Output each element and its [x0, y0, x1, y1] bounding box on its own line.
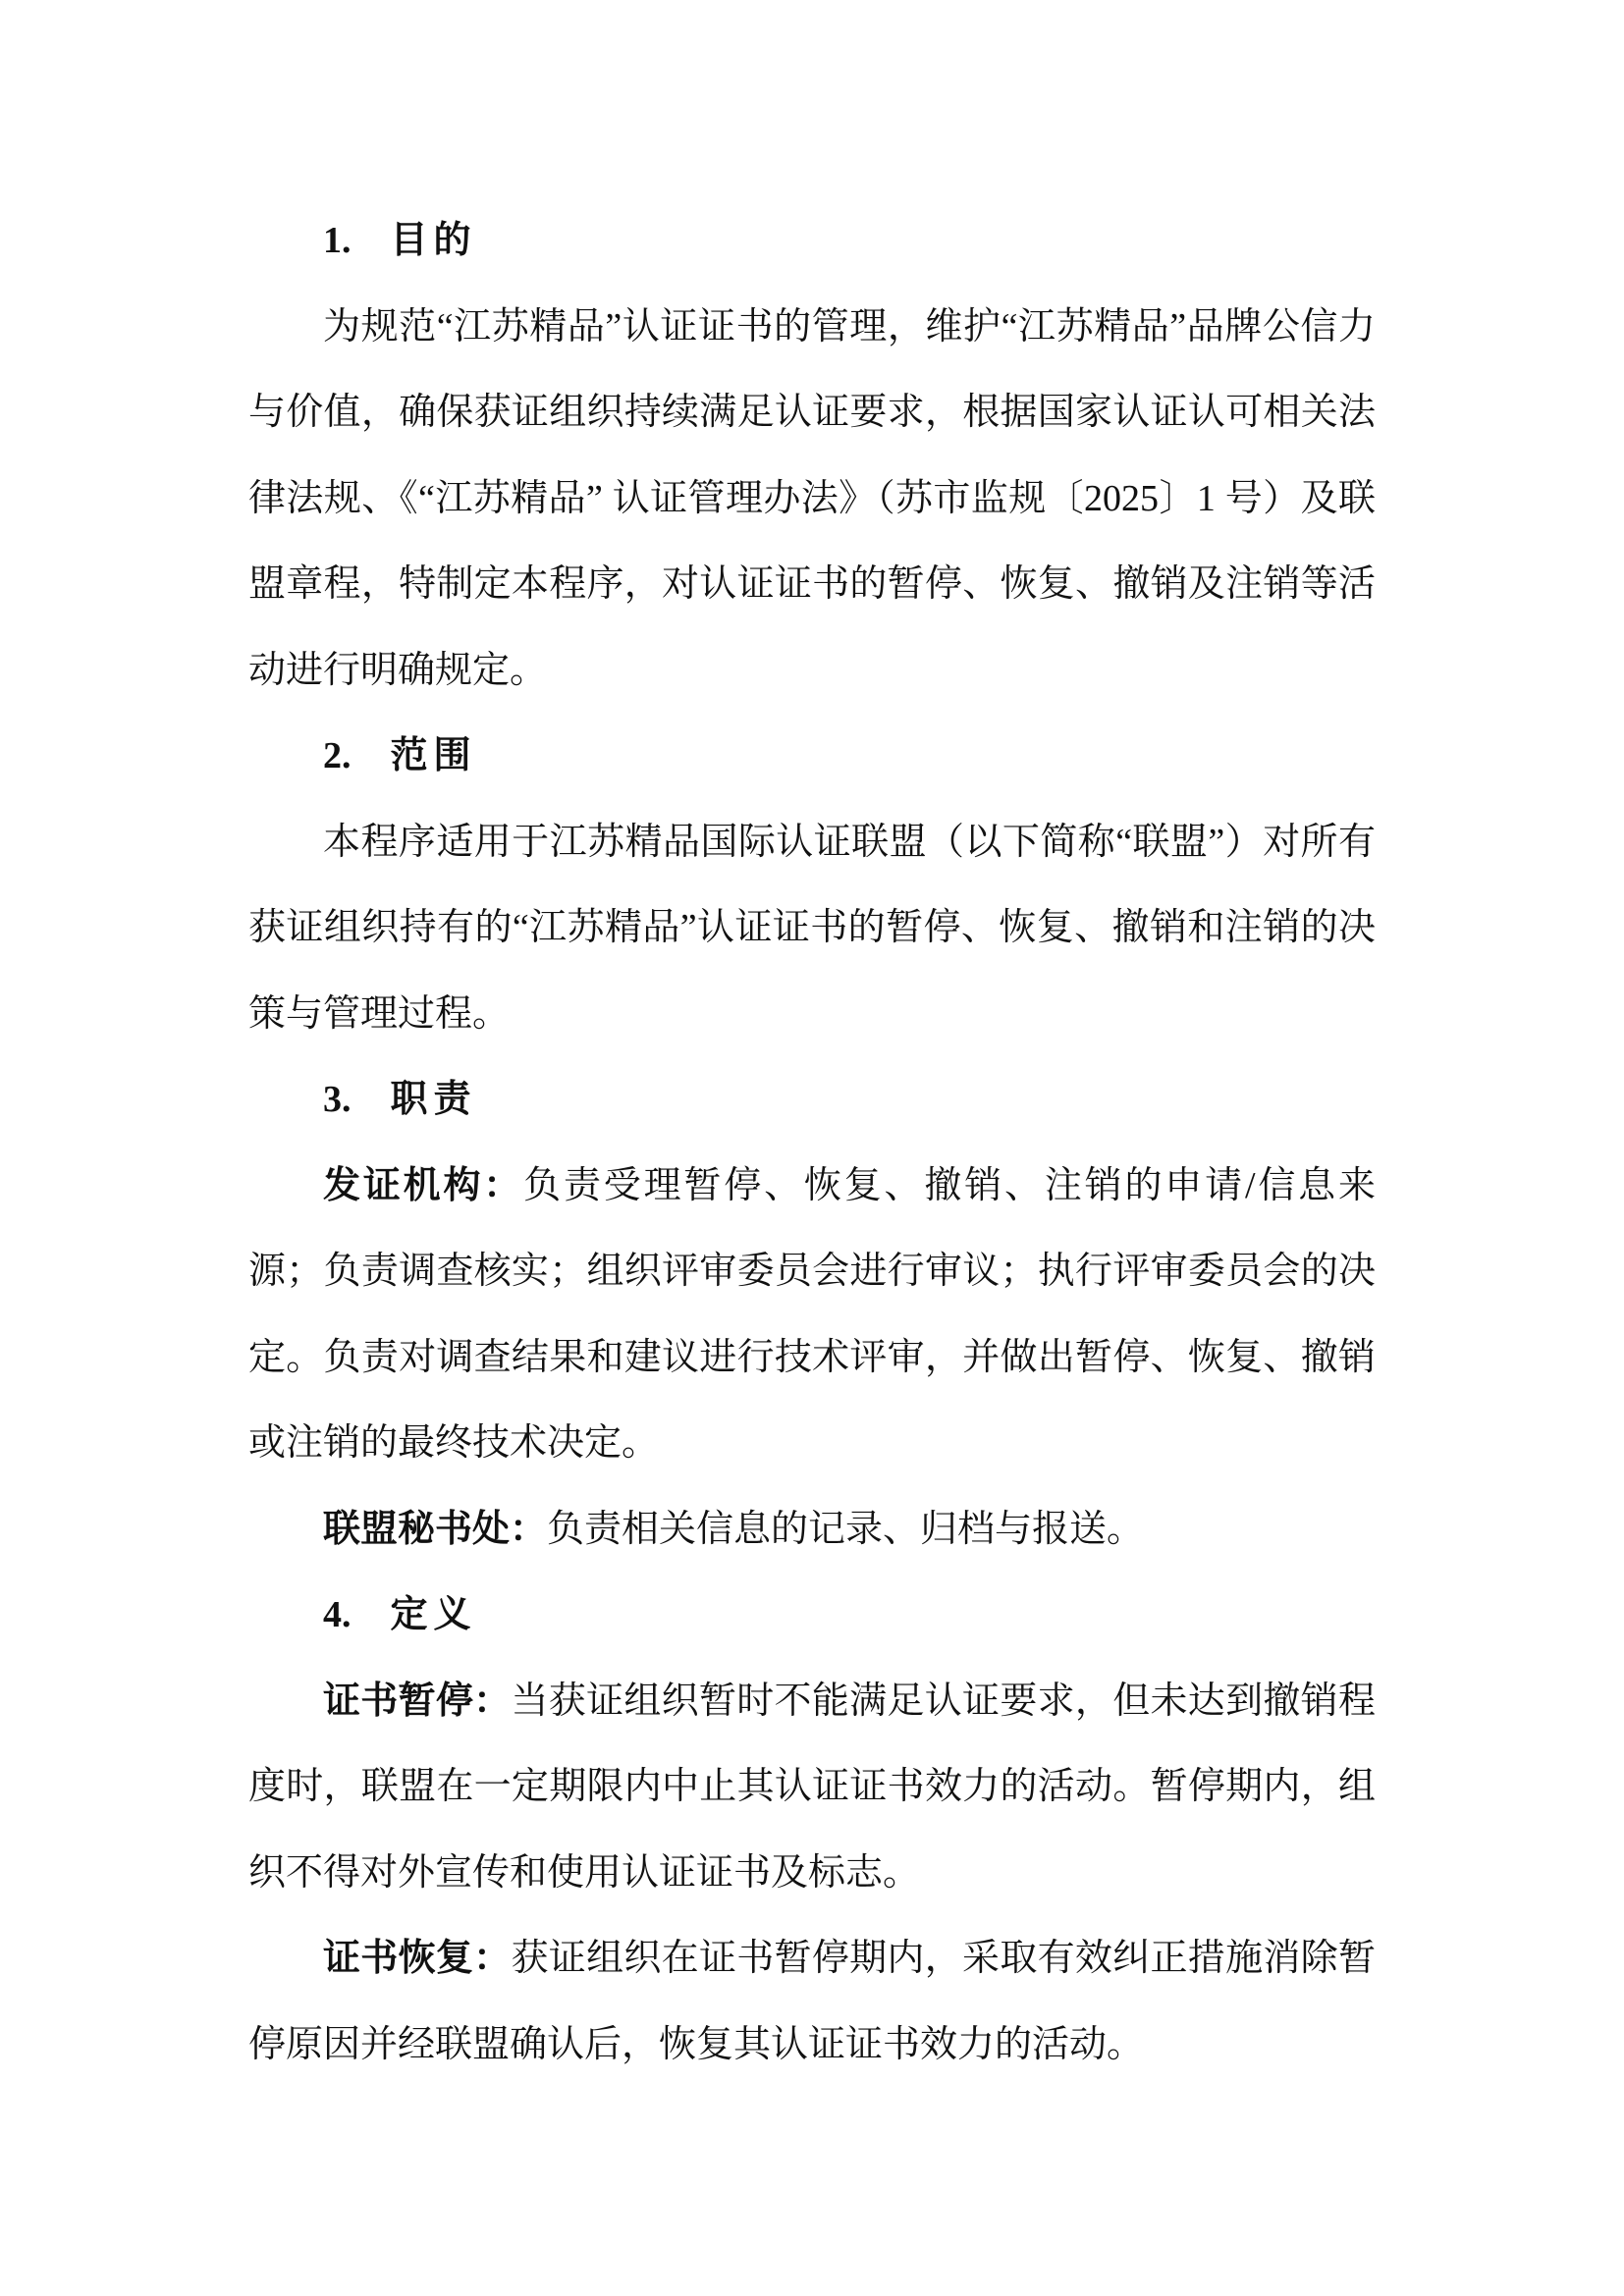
paragraph	[248, 800, 1376, 1058]
section-heading	[248, 1573, 1376, 1659]
paragraph	[248, 285, 1376, 715]
heading-number: 1.	[323, 220, 352, 261]
section-3-responsibilities	[248, 1057, 1376, 1573]
section-heading	[248, 1057, 1376, 1144]
paragraph	[248, 1916, 1376, 2088]
heading-number: 4.	[323, 1594, 352, 1635]
paragraph-lead: 联盟秘书处：	[323, 1508, 548, 1550]
heading-title: 范围	[390, 735, 477, 776]
paragraph-text: 负责相关信息的记录、归档与报送。	[547, 1508, 1145, 1550]
paragraph-lead: 证书暂停：	[323, 1680, 512, 1722]
section-2-scope	[248, 714, 1376, 1057]
paragraph	[248, 1659, 1376, 1917]
section-1-purpose	[248, 198, 1376, 714]
paragraph-text: 负责受理暂停、恢复、撤销、注销的申请/信息来源；负责调查核实；组织评审委员会进行审议；执行评审委员会的决定。负责对调查结果和建议进行技术评审，并做出暂停、恢复、撤销或注销的最终技术决定。	[248, 1164, 1376, 1464]
paragraph	[248, 1487, 1376, 1574]
section-heading	[248, 198, 1376, 285]
heading-title: 定义	[390, 1594, 477, 1635]
heading-number: 3.	[323, 1079, 352, 1120]
paragraph	[248, 1144, 1376, 1487]
paragraph-lead: 证书恢复：	[323, 1938, 512, 1979]
section-4-definitions	[248, 1573, 1376, 2088]
paragraph-text: 当获证组织暂时不能满足认证要求，但未达到撤销程度时，联盟在一定期限内中止其认证证书效力的活动。暂停期内，组织不得对外宣传和使用认证证书及标志。	[248, 1680, 1376, 1894]
paragraph-lead: 发证机构：	[323, 1164, 524, 1206]
heading-title: 目的	[390, 220, 477, 261]
paragraph-text: 为规范“江苏精品”认证证书的管理，维护“江苏精品”品牌公信力与价值，确保获证组织持续满足认证要求，根据国家认证认可相关法律法规、《“江苏精品” 认证管理办法》（苏市监规〔2025〕1 号）及联盟章程，特制定本程序，对认证证书的暂停、恢复、撤销及注销等活动进行明确规定。	[248, 305, 1376, 691]
paragraph-text: 获证组织在证书暂停期内，采取有效纠正措施消除暂停原因并经联盟确认后，恢复其认证证书效力的活动。	[248, 1938, 1376, 2065]
heading-title: 职责	[390, 1079, 477, 1120]
paragraph-text: 本程序适用于江苏精品国际认证联盟（以下简称“联盟”）对所有获证组织持有的“江苏精品”认证证书的暂停、恢复、撤销和注销的决策与管理过程。	[248, 821, 1376, 1035]
section-heading	[248, 714, 1376, 800]
heading-number: 2.	[323, 735, 352, 776]
